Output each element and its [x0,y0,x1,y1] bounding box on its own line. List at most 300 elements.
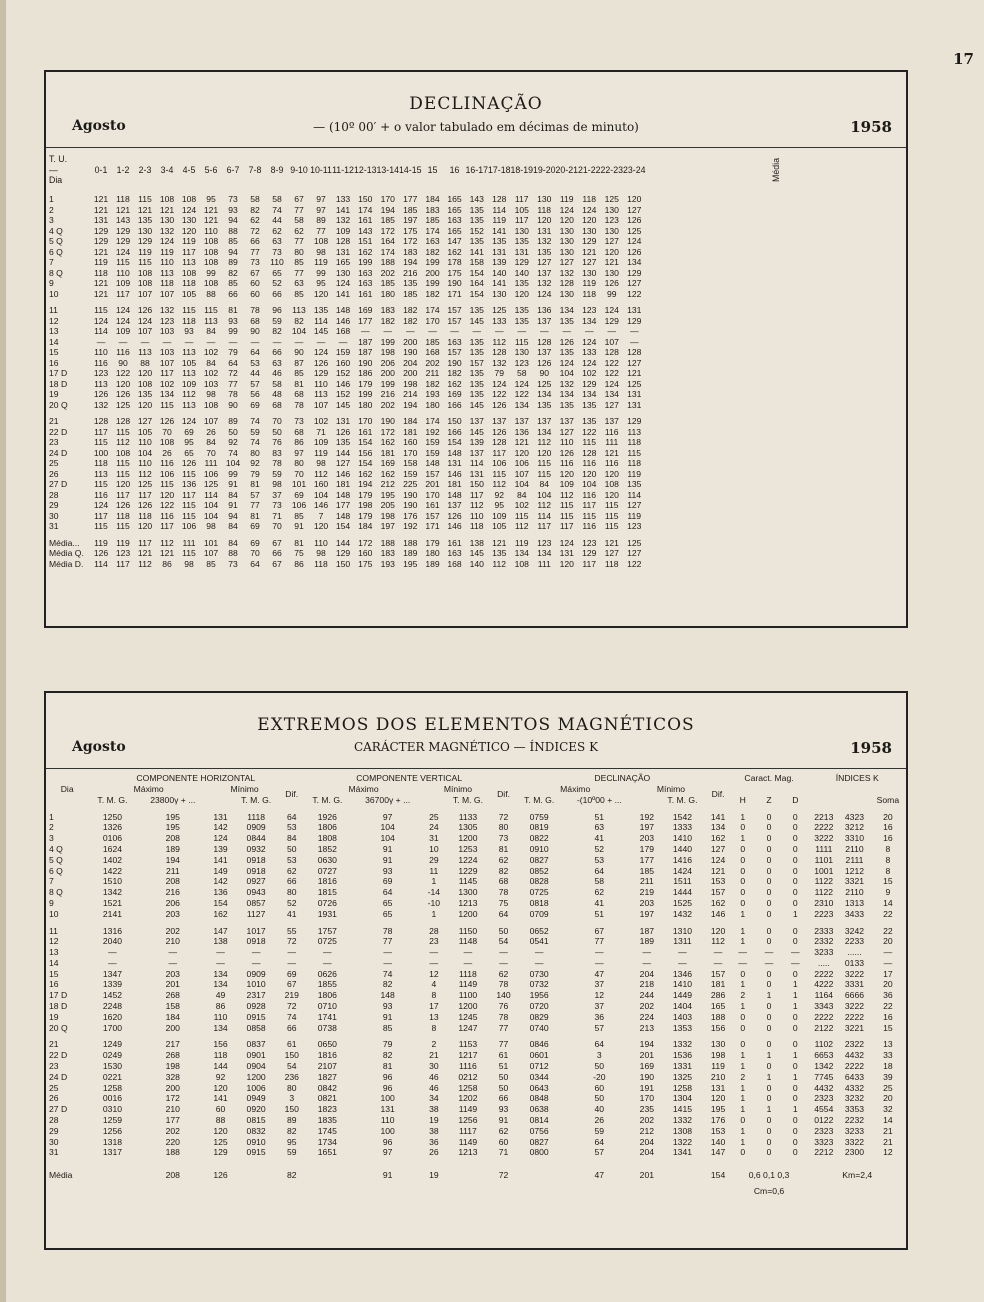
cell-value: 1331 [672,1061,693,1072]
cell-value: 127 [537,257,552,267]
cell-value: 85 [294,510,304,521]
cell-value: 80 [498,822,509,833]
cell-value: 188 [380,537,395,548]
cell-value: 81 [498,843,509,854]
cell-value: 62 [294,225,304,236]
cell-value: 109 [335,225,351,236]
cell-value: 85 [294,257,304,267]
cell-value: 74 [250,437,260,447]
page-number: 17 [953,50,974,68]
cell-value: 2213 [814,811,834,822]
row-label: 21 [49,416,59,426]
cell-value: 1001 [814,865,834,876]
cell-value: 119 [314,257,328,267]
cell-value: 0 [766,843,772,854]
cell-value: 85 [382,1022,393,1033]
cell-value: 1 [740,1050,746,1061]
cell-value: 159 [425,437,440,447]
cell-value: 131 [514,246,529,257]
cell-value: 147 [447,236,462,246]
cell-value: 177 [335,500,351,510]
media-value: 208 [165,1169,180,1180]
cell-value: 98 [316,548,326,558]
cell-value: 135 [514,315,529,326]
cell-value: 188 [380,257,395,267]
cell-value: 69 [250,537,260,548]
cell-value: 0 [740,1022,746,1033]
cell-value: ..... [817,957,830,968]
cell-value: 1200 [458,908,478,919]
cell-value: 1127 [246,908,266,919]
cell-value: 8 [885,854,891,865]
cell-value: 2040 [102,936,123,947]
cell-value: 170 [639,1093,655,1104]
cell-value: — [206,336,216,347]
cell-value: 89 [286,1115,297,1126]
cell-value: 119 [492,215,507,225]
cell-value: 1017 [246,925,266,936]
cell-value: 172 [403,236,418,246]
table-row [46,822,906,833]
cell-value: 93 [228,204,238,215]
cell-value: 0 [740,876,746,887]
cell-value: ...... [847,947,862,958]
cell-value: 2222 [814,822,834,833]
cell-value: 122 [159,500,175,510]
cell-value: 141 [335,288,351,299]
cell-value: — [184,336,194,347]
cell-value: 69 [250,521,260,531]
cell-value: 0626 [317,968,337,979]
cell-value: 0310 [102,1104,123,1115]
cell-value: 112 [492,336,507,347]
cell-value: 121 [604,537,619,548]
cell-value: 137 [537,416,552,426]
table-row [46,844,906,855]
cell-value: 73 [272,500,282,510]
cell-value: 39 [883,1071,893,1082]
cell-value: 70 [206,447,216,458]
cell-value: — [428,326,437,336]
cell-value: 212 [639,1125,655,1136]
cell-value: 162 [447,246,462,257]
cell-value: 157 [447,347,462,357]
cell-value: 127 [604,399,619,410]
cell-value: 81 [294,537,304,548]
cell-value: 1122 [814,887,834,898]
cell-value: 129 [137,236,153,246]
cell-value: 108 [203,399,219,410]
cell-value: 3321 [844,876,865,887]
cell-value: 0756 [529,1125,549,1136]
cell-value: 93 [498,1104,509,1115]
cell-value: 120 [181,225,197,236]
cell-value: 130 [335,267,351,278]
cell-value: — [534,947,544,958]
cell-value: 107 [159,357,175,368]
cell-value: 132 [559,378,574,389]
cell-value: 100 [380,1093,395,1104]
cell-value: 198 [165,1061,180,1072]
cell-value: 112 [160,537,174,548]
cell-value: 4332 [844,1082,865,1093]
cell-value: 131 [627,305,642,315]
cell-value: 115 [160,399,174,410]
cell-value: 77 [250,246,260,257]
cell-value: 91 [498,1115,509,1126]
cell-value: 110 [213,1011,228,1022]
cell-value: 97 [316,194,326,204]
cell-value: 198 [380,347,395,357]
cell-value: 50 [594,1093,605,1104]
cell-value: — [499,947,508,958]
row-label: 15 [49,347,59,357]
cell-value: 61 [286,1039,297,1050]
cell-value: 116 [582,458,597,468]
cell-value: 134 [537,389,552,399]
table-row [46,427,906,438]
cell-value: 32 [883,1104,893,1115]
cell-value: 74 [382,968,393,979]
cell-value: 177 [358,315,373,326]
cell-value: 202 [165,925,180,936]
cell-value: 218 [639,979,655,990]
cell-value: 0 [792,1136,798,1147]
header-comp-v: COMPONENTE VERTICAL [356,773,463,784]
cell-value: 3222 [814,833,834,844]
cell-value: 115 [116,521,130,531]
cell-value: 118 [213,1050,228,1061]
cell-value: 127 [559,257,574,267]
cell-value: 105 [137,426,153,437]
row-label: 2 [49,204,54,215]
cell-value: 68 [294,389,304,399]
cell-value: 2110 [845,887,864,898]
cell-value: — [642,957,652,968]
cell-value: 152 [469,225,484,236]
table-row [46,1072,906,1083]
cell-value: 137 [492,416,507,426]
cell-value: 137 [469,416,484,426]
cell-value: 66 [272,347,282,357]
cell-value: 54 [498,936,509,947]
cell-value: 0 [766,1061,772,1072]
row-label: 5 Q [49,236,63,246]
cell-value: 142 [213,876,228,887]
cell-value: 1432 [672,908,693,919]
cell-value: 157 [710,968,726,979]
cell-value: 64 [250,558,260,569]
cell-value: — [251,947,261,958]
cell-value: 113 [182,257,196,267]
cell-value: 179 [639,843,655,854]
cell-value: 145 [469,548,484,558]
cell-value: 123 [537,537,552,548]
cell-value: 0910 [246,1136,266,1147]
cell-value: 143 [358,225,373,236]
cell-value: 114 [94,558,108,569]
cell-value: 161 [358,426,373,437]
row-label: Média... [49,537,80,548]
cell-value: 17 [883,968,893,979]
table-row [46,1126,906,1137]
cell-value: 120 [582,468,597,479]
cell-value: 0 [740,854,746,865]
cell-value: 1440 [672,843,693,854]
cell-value: 124 [514,378,529,389]
cell-value: 150 [447,416,462,426]
cell-value: 118 [604,558,619,569]
cell-value: 1 [740,833,746,844]
cell-value: 139 [492,257,507,267]
cell-value: 125 [115,399,131,410]
cell-value: 140 [514,267,529,278]
cell-value: 197 [403,215,418,225]
cell-value: 8 [885,865,891,876]
hour-header: 16-17 [465,164,488,175]
cell-value: 100 [93,447,109,458]
cell-value: 1816 [317,876,337,887]
hour-header: 1-2 [116,164,130,175]
cell-value: 122 [582,426,597,437]
cell-value: 68 [498,876,509,887]
cell-value: 78 [382,925,393,936]
cell-value: 154 [358,437,373,447]
cell-value: 129 [115,236,131,246]
cell-value: 131 [213,811,228,822]
cell-value: 120 [514,447,529,458]
cell-value: — [738,957,748,968]
cell-value: 1 [792,908,798,919]
cell-value: 113 [138,347,152,357]
cell-value: 64 [228,357,238,368]
cell-value: 146 [335,315,351,326]
cell-value: 113 [94,378,108,389]
cell-value: 115 [204,305,218,315]
cell-value: 191 [639,1082,655,1093]
cell-value: — [251,957,261,968]
cell-value: 202 [639,1001,655,1012]
cell-value: 0 [792,822,798,833]
cell-value: 1422 [102,865,123,876]
cell-value: 77 [228,378,238,389]
cell-value: 202 [380,267,395,278]
header-d-max: Máximo [560,783,591,794]
cell-value: 58 [250,194,260,204]
cell-value: 131 [710,1082,726,1093]
cell-value: 22 [883,1001,893,1012]
cell-value: 96 [382,1071,393,1082]
cell-value: 78 [272,458,282,468]
cell-value: 122 [627,558,642,569]
cell-value: 84 [539,479,550,489]
hour-header: 17-18 [488,164,511,175]
media-value: 126 [213,1169,228,1180]
table-row [46,936,906,947]
cell-value: 0 [766,979,772,990]
cell-value: 59 [250,426,260,437]
cell-value: 103 [203,378,219,389]
cell-value: 17 [429,1001,439,1012]
cell-value: 24 [429,822,439,833]
cell-value: 112 [116,437,130,447]
cell-value: 131 [537,225,552,236]
cell-value: 0 [792,865,798,876]
cell-value: 2317 [246,990,266,1001]
cell-value: 53 [286,854,297,865]
cell-value: 192 [425,426,440,437]
cell-value: 115 [604,510,619,521]
cell-value: 0819 [529,822,549,833]
cell-value: 328 [165,1071,180,1082]
declinacao-title: DECLINAÇÃO [409,94,543,114]
cell-value: 112 [514,521,529,531]
cell-value: 65 [184,447,194,458]
cell-value: 137 [537,315,552,326]
cell-value: 38 [429,1104,439,1115]
cell-value: — [713,947,723,958]
cell-value: 93 [228,315,238,326]
cell-value: 199 [380,336,395,347]
cell-value: 148 [335,305,351,315]
row-label: 3 [49,833,54,844]
cell-value: 152 [335,368,351,378]
cell-value: 120 [604,246,619,257]
cell-value: 188 [710,1011,726,1022]
cell-value: 183 [425,204,440,215]
cell-value: 161 [358,288,373,299]
cell-value: 1212 [844,865,865,876]
cell-value: 150 [358,194,373,204]
cell-value: 36 [429,1136,439,1147]
cell-value: 1200 [246,1071,266,1082]
cell-value: 68 [272,399,282,410]
cell-value: 198 [710,1050,726,1061]
cell-value: 124 [115,305,131,315]
cell-value: 137 [604,416,619,426]
row-label: 16 [49,357,59,368]
row-label: 20 Q [49,1022,68,1033]
cell-value: 189 [403,548,418,558]
cell-value: 118 [182,278,196,288]
cell-value: 1 [792,1001,798,1012]
table-row [46,887,906,898]
table-row [46,326,906,337]
hour-header: 5-6 [204,164,218,175]
cell-value: 1148 [458,936,478,947]
cell-value: 1410 [672,979,693,990]
cell-value: 108 [313,236,329,246]
cell-value: 2332 [814,936,834,947]
cell-value: 78 [498,979,509,990]
cell-value: 100 [380,1125,395,1136]
cell-value: 126 [93,548,109,558]
cell-value: 122 [115,368,131,378]
cell-value: 108 [604,479,619,489]
cell-value: 2233 [844,936,865,947]
cell-value: 3233 [844,1125,865,1136]
cell-value: 185 [425,336,440,347]
cell-value: 52 [272,278,282,288]
cell-value: 200 [403,368,418,378]
cell-value: 188 [165,1147,180,1158]
divider [46,768,906,769]
cell-value: 1956 [529,990,549,1001]
cell-value: — [250,336,260,347]
cell-value: 118 [582,288,597,299]
cell-value: 1256 [458,1115,478,1126]
cell-value: 1 [766,990,772,1001]
header-tmg: T. M. G. [312,794,343,805]
cell-value: 225 [403,479,418,489]
cell-value: 1332 [672,1115,693,1126]
table-row [46,1050,906,1061]
cell-value: 63 [272,357,282,368]
cell-value: 121 [582,246,597,257]
cell-value: 92 [215,1071,226,1082]
cell-value: 99 [316,267,326,278]
cell-value: 129 [213,1147,228,1158]
cell-value: 0 [766,1147,772,1158]
media-row [46,1164,906,1186]
cell-value: 157 [710,887,726,898]
cell-value: 129 [627,315,642,326]
declinacao-table [46,152,906,569]
cell-value: 120 [213,1125,228,1136]
table-row [46,1001,906,1012]
cell-value: 1200 [458,1001,478,1012]
cell-value: 185 [380,215,395,225]
cell-value: 135 [313,305,329,315]
cell-value: 28 [429,925,439,936]
row-label: 31 [49,521,59,531]
cell-value: 1217 [458,1050,478,1061]
row-label: 14 [49,957,59,968]
row-label: 24 D [49,447,68,458]
cell-value: 143 [115,215,131,225]
cell-value: 135 [582,416,597,426]
cell-value: 73 [272,246,282,257]
cell-value: 1 [740,979,746,990]
cell-value: 79 [382,1039,393,1050]
cell-value: 0 [792,887,798,898]
cell-value: 198 [403,378,418,389]
cell-value: 190 [403,347,418,357]
cell-value: 131 [93,215,109,225]
cell-value: 115 [514,510,529,521]
cell-value: — [629,326,639,336]
cell-value: 0 [766,1022,772,1033]
cell-value: 2122 [814,1022,834,1033]
cell-value: 118 [94,458,108,468]
cell-value: 120 [115,378,131,389]
cell-value: 2222 [814,968,834,979]
cell-value: 189 [639,936,655,947]
cell-value: 0 [766,1115,772,1126]
cell-value: 0 [740,1115,746,1126]
row-label: 12 [49,315,59,326]
cell-value: 197 [639,908,655,919]
cell-value: 114 [492,204,507,215]
cell-value: 80 [294,458,304,468]
cell-value: 130 [582,267,597,278]
hour-header: 2-3 [138,164,152,175]
cell-value: 118 [627,437,642,447]
table-row [46,278,906,289]
cell-value: 190 [403,489,418,500]
cell-value: 120 [559,468,574,479]
cell-value: 113 [292,305,306,315]
